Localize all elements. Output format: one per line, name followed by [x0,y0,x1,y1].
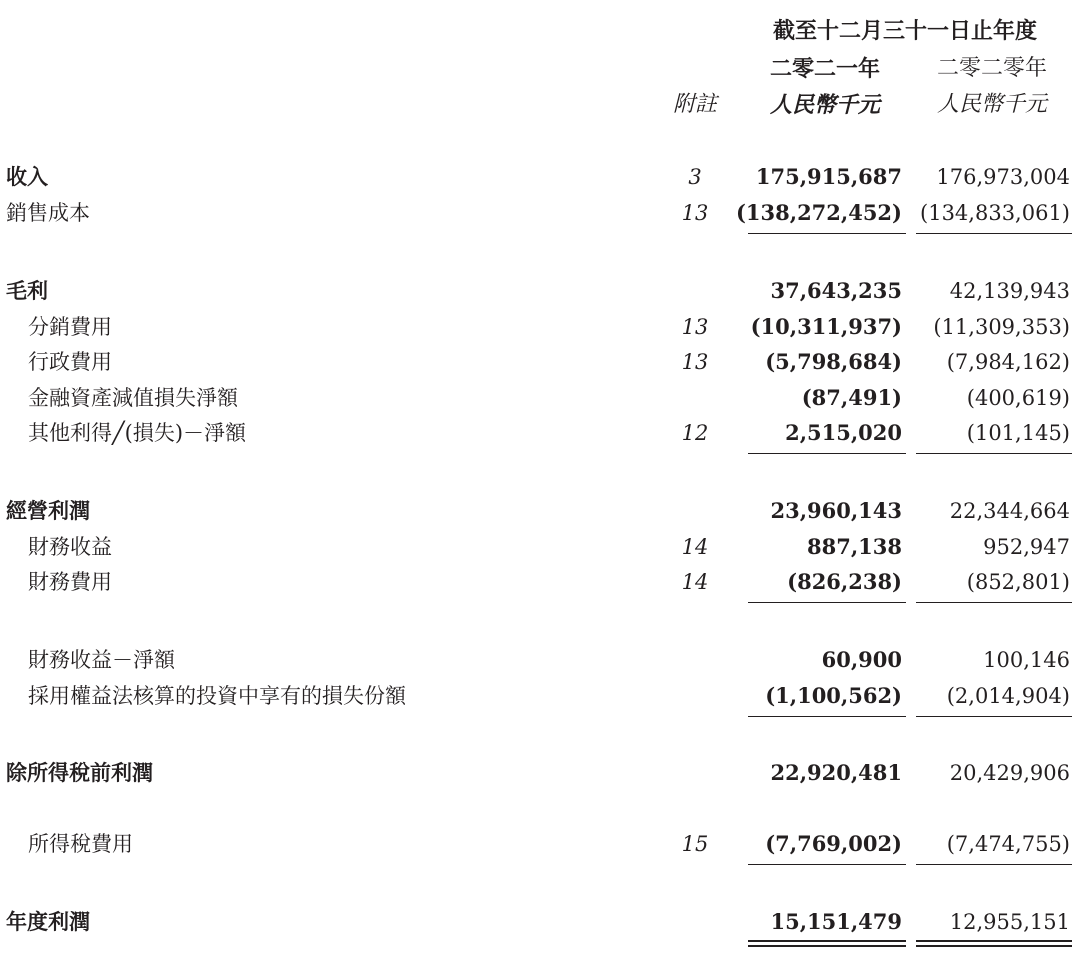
subtotal-rule [916,716,1072,717]
row-value-prior: 952,947 [983,535,1070,559]
row-value-current: 2,515,020 [785,420,902,445]
total-double-rule [916,940,1072,947]
total-double-rule [748,940,906,947]
row-label: 行政費用 [28,350,112,374]
subtotal-rule [916,864,1072,865]
subtotal-rule [748,233,906,234]
row-value-current: 887,138 [807,534,902,559]
row-income-tax-expense [0,829,1080,859]
subtotal-rule [916,233,1072,234]
row-value-prior: (7,984,162) [946,350,1070,374]
row-value-current: (826,238) [787,569,902,594]
row-label: 採用權益法核算的投資中享有的損失份額 [28,684,406,708]
row-value-current: 15,151,479 [770,909,902,934]
row-label: 其他利得╱(損失)－淨額 [28,421,247,445]
row-note: 12 [681,421,709,445]
row-value-prior: (852,801) [966,570,1070,594]
row-value-current: (5,798,684) [765,349,902,374]
row-label: 毛利 [6,279,48,303]
subtotal-rule [748,453,906,454]
row-value-prior: 20,429,906 [949,761,1070,785]
row-label: 除所得稅前利潤 [6,761,153,785]
year-current-header: 二零二一年 [769,56,880,82]
row-distribution-costs [0,312,1080,342]
row-administrative-expenses [0,347,1080,377]
row-value-prior: 176,973,004 [936,165,1070,189]
row-value-current: 23,960,143 [770,498,902,523]
row-note: 3 [688,165,702,189]
row-finance-costs [0,567,1080,597]
row-label: 財務收益－淨額 [28,648,175,672]
row-value-prior: (134,833,061) [920,201,1070,225]
row-profit-before-tax [0,758,1080,788]
row-note: 13 [681,201,709,225]
row-label: 銷售成本 [6,201,90,225]
year-prior-header: 二零二零年 [936,56,1047,81]
row-impairment-losses [0,383,1080,413]
row-label: 財務收益 [28,535,112,559]
row-value-prior: (400,619) [966,386,1070,410]
subtotal-rule [748,864,906,865]
subtotal-rule [916,602,1072,603]
subtotal-rule [916,453,1072,454]
row-note: 15 [681,832,709,856]
row-label: 年度利潤 [6,910,90,934]
row-label: 所得稅費用 [28,832,133,856]
row-operating-profit [0,496,1080,526]
row-value-prior: 100,146 [983,648,1070,672]
row-label: 收入 [6,165,48,189]
row-value-current: 175,915,687 [755,164,902,189]
row-note: 14 [681,570,709,594]
row-value-current: (87,491) [801,385,902,410]
row-value-current: (1,100,562) [765,683,902,708]
row-note: 14 [681,535,709,559]
row-finance-income [0,532,1080,562]
subtotal-rule [748,716,906,717]
row-label: 經營利潤 [6,499,90,523]
row-label: 財務費用 [28,570,112,594]
row-value-current: 60,900 [821,647,902,672]
subtotal-rule [748,602,906,603]
row-value-current: (10,311,937) [750,314,902,339]
row-profit-for-the-year [0,907,1080,937]
row-value-prior: 22,344,664 [949,499,1070,523]
row-label: 金融資產減值損失淨額 [28,386,238,410]
row-value-prior: (101,145) [966,421,1070,445]
row-value-current: 22,920,481 [770,760,902,785]
currency-current-header: 人民幣千元 [769,92,880,118]
row-value-prior: 12,955,151 [949,910,1070,934]
row-value-current: 37,643,235 [770,278,902,303]
row-value-prior: 42,139,943 [949,279,1070,303]
row-note: 13 [681,315,709,339]
currency-prior-header: 人民幣千元 [936,92,1047,117]
row-finance-income-net [0,645,1080,675]
row-share-of-losses [0,681,1080,711]
row-value-current: (138,272,452) [735,200,902,225]
period-header: 截至十二月三十一日止年度 [772,18,1037,44]
row-cost-of-sales [0,198,1080,228]
row-label: 分銷費用 [28,315,112,339]
row-value-current: (7,769,002) [765,831,902,856]
row-other-gains [0,418,1080,448]
row-note: 13 [681,350,709,374]
row-gross-profit [0,276,1080,306]
row-revenue [0,162,1080,192]
row-value-prior: (7,474,755) [946,832,1070,856]
note-column-header: 附註 [672,92,717,117]
row-value-prior: (11,309,353) [933,315,1070,339]
row-value-prior: (2,014,904) [946,684,1070,708]
